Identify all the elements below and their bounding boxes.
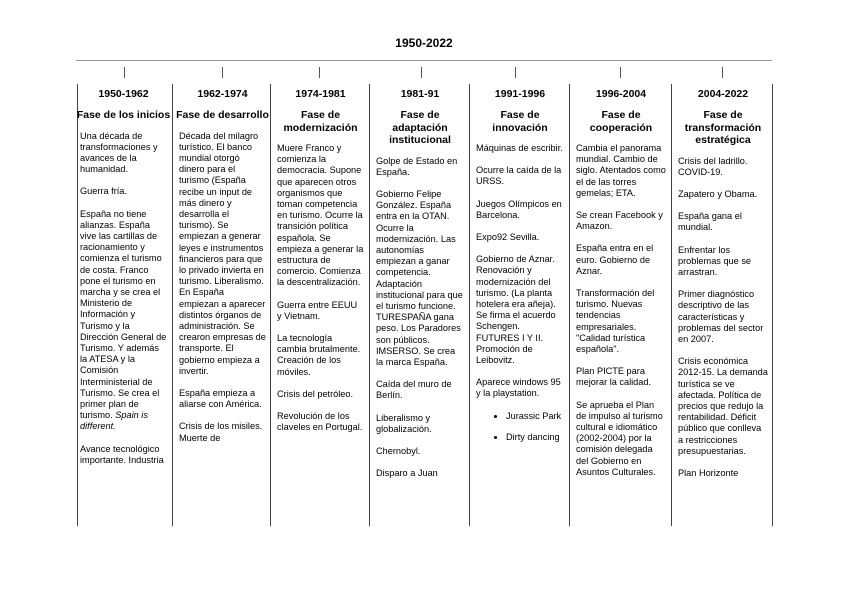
period-label: 1981-91 bbox=[400, 88, 440, 100]
paragraph-text: Caída del muro de Berlín. bbox=[376, 379, 452, 401]
paragraph-text: Aparece windows 95 y la playstation. bbox=[476, 377, 561, 399]
paragraph-text: Golpe de Estado en España. bbox=[376, 155, 458, 177]
period-column bbox=[472, 84, 568, 526]
description-paragraph bbox=[273, 411, 368, 433]
description-paragraph bbox=[76, 209, 171, 433]
description-paragraph bbox=[372, 468, 468, 479]
paragraph-text: España gana el mundial. bbox=[678, 211, 742, 233]
paragraph-text: Crisis de los misiles. Muerte de bbox=[179, 421, 263, 443]
timeline-axis bbox=[76, 60, 772, 61]
paragraph-text: Chernobyl. bbox=[376, 445, 421, 456]
column-divider bbox=[369, 84, 370, 526]
bullet-item: • Dirty dancing bbox=[506, 432, 568, 443]
description-paragraph bbox=[273, 333, 368, 378]
phase-title: Fase de desarrollo bbox=[176, 109, 269, 121]
description-paragraph bbox=[472, 165, 568, 187]
description-paragraph bbox=[372, 189, 468, 368]
description-paragraph bbox=[372, 379, 468, 401]
paragraph-text: Revolución de los claveles en Portugal. bbox=[277, 411, 363, 433]
bullet-list bbox=[472, 411, 568, 443]
timeline-tick bbox=[722, 67, 723, 78]
period-description bbox=[175, 131, 270, 444]
description-paragraph bbox=[674, 245, 772, 279]
paragraph-text: Ocurre la caída de la URSS. bbox=[476, 165, 562, 187]
description-paragraph bbox=[674, 289, 772, 345]
description-paragraph bbox=[572, 210, 670, 232]
description-paragraph bbox=[674, 156, 772, 178]
description-paragraph bbox=[372, 156, 468, 178]
document-title: 1950-2022 bbox=[395, 36, 453, 50]
paragraph-text: Guerra entre EEUU y Vietnam. bbox=[277, 299, 358, 321]
period-label: 1962-1974 bbox=[197, 88, 248, 100]
paragraph-text: Plan PICTE para mejorar la calidad. bbox=[576, 366, 652, 388]
paragraph-text: Zapatero y Obama. bbox=[678, 188, 758, 199]
paragraph-text: Gobierno de Aznar. Renovación y modernización del turismo. (La planta hotelera era añeja). Se firma el acuerdo Schengen. FUTURES I Y II. Promoción de Leibovitz. bbox=[476, 254, 556, 366]
description-paragraph bbox=[472, 143, 568, 154]
period-description bbox=[273, 143, 368, 433]
description-paragraph bbox=[572, 243, 670, 277]
paragraph-text: Máquinas de escribir. bbox=[476, 143, 563, 153]
period-label: 2004-2022 bbox=[697, 88, 749, 100]
paragraph-text: Primer diagnóstico descriptivo de las características y problemas del sector en 2007. bbox=[678, 289, 764, 344]
period-description bbox=[76, 131, 171, 466]
column-divider bbox=[469, 84, 470, 526]
paragraph-text: Juegos Olímpicos en Barcelona. bbox=[476, 198, 562, 220]
paragraph-text: Gobierno Felipe González. España entra en la OTAN. Ocurre la modernización. Las autonomías empiezan a ganar competencia. Adaptación institucional para que el turismo funcione. TURESPAÑA gana peso. Los Paradores son públicos. IMSERSO. Se crea la marca España. bbox=[376, 188, 463, 367]
description-paragraph bbox=[175, 131, 270, 377]
period-column bbox=[674, 84, 772, 526]
paragraph-text: Una década de transformaciones y avances de la humanidad. bbox=[80, 130, 158, 175]
paragraph-text: Crisis del ladrillo. COVID-19. bbox=[678, 155, 748, 177]
period-description bbox=[372, 156, 468, 480]
phase-title: Fase de modernización bbox=[283, 109, 358, 134]
description-paragraph bbox=[572, 366, 670, 388]
period-label: 1991-1996 bbox=[494, 88, 546, 100]
column-divider bbox=[569, 84, 570, 526]
description-paragraph bbox=[472, 232, 568, 243]
paragraph-text: Cambia el panorama mundial. Cambio de siglo. Atentados como el de las torres gemelas; ETA. bbox=[576, 143, 666, 198]
description-paragraph bbox=[674, 211, 772, 233]
paragraph-text: Década del milagro turístico. El banco mundial otorgó dinero para el turismo (España recibe un input de más dinero y desarrolla el turismo). Se empiezan a generar leyes e instrumentos financieros para que lo privado invierta en turismo. Liberalismo. En España empiezan a aparecer distintos órganos de administración. Se crearon empresas de transporte. El gobierno empieza a invertir. bbox=[179, 130, 266, 376]
description-paragraph bbox=[273, 143, 368, 289]
timeline-tick bbox=[124, 67, 125, 78]
period-column bbox=[175, 84, 270, 526]
period-column bbox=[273, 84, 368, 526]
paragraph-text: Avance tecnológico importante. Industria bbox=[80, 443, 164, 465]
description-paragraph bbox=[572, 400, 670, 478]
column-divider bbox=[671, 84, 672, 526]
period-description bbox=[674, 156, 772, 480]
paragraph-text: Se aprueba el Plan de impulso al turismo cultural e idiomático (2002-2004) por la comisión delegada del Gobierno en Asuntos Culturales. bbox=[576, 399, 663, 477]
timeline-tick bbox=[222, 67, 223, 78]
description-paragraph bbox=[76, 131, 171, 176]
period-label: 1996-2004 bbox=[595, 88, 647, 100]
period-column bbox=[572, 84, 670, 526]
description-paragraph bbox=[472, 254, 568, 366]
phase-title: Fase de los inicios bbox=[76, 109, 171, 121]
description-paragraph bbox=[372, 413, 468, 435]
description-paragraph bbox=[175, 388, 270, 410]
paragraph-text: España no tiene alianzas. España vive las cartillas de racionamiento y comienza el turismo de costa. Franco pone el turismo en marcha y se crea el Ministerio de Información y Turismo y la Dirección General de Turismo. Y además la ATESA y la Comisión Interministerial de Turismo. Se crea el primer plan de turismo. bbox=[80, 208, 167, 421]
description-paragraph bbox=[273, 389, 368, 400]
description-paragraph bbox=[372, 446, 468, 457]
period-column bbox=[76, 84, 171, 526]
description-paragraph bbox=[674, 189, 772, 200]
paragraph-text: Disparo a Juan bbox=[376, 468, 438, 479]
phase-title: Fase de innovación bbox=[492, 109, 548, 134]
timeline-tick bbox=[515, 67, 516, 78]
column-divider bbox=[270, 84, 271, 526]
description-paragraph bbox=[76, 444, 171, 466]
description-paragraph bbox=[572, 143, 670, 199]
column-divider bbox=[772, 84, 773, 526]
phase-title: Fase de adaptación institucional bbox=[389, 109, 451, 146]
paragraph-text: Muere Franco y comienza la democracia. Supone que aparecen otros organismos que toman competencia en turismo. Ocurre la transición política española. Se empieza a generar la estructura de comercio. Comienza la descentralización. bbox=[277, 143, 364, 288]
period-label: 1950-1962 bbox=[98, 88, 149, 100]
period-description bbox=[472, 143, 568, 443]
period-column bbox=[372, 84, 468, 526]
paragraph-text: Guerra fría. bbox=[80, 186, 127, 197]
paragraph-text: Crisis del petróleo. bbox=[277, 388, 354, 399]
description-paragraph bbox=[273, 300, 368, 322]
description-paragraph bbox=[472, 199, 568, 221]
paragraph-text: Plan Horizonte bbox=[678, 467, 739, 478]
paragraph-text: Liberalismo y globalización. bbox=[376, 412, 432, 434]
paragraph-text: Expo92 Sevilla. bbox=[476, 232, 540, 243]
description-paragraph bbox=[76, 186, 171, 197]
timeline-tick bbox=[319, 67, 320, 78]
description-paragraph bbox=[472, 377, 568, 399]
description-paragraph bbox=[674, 356, 772, 457]
paragraph-text: Se crean Facebook y Amazon. bbox=[576, 210, 663, 232]
phase-title: Fase de transformación estratégica bbox=[684, 109, 762, 146]
column-divider bbox=[172, 84, 173, 526]
timeline-tick bbox=[620, 67, 621, 78]
phase-title: Fase de cooperación bbox=[589, 109, 653, 134]
slogan-text: Spain is different. bbox=[80, 410, 148, 432]
paragraph-text: Crisis económica 2012-15. La demanda turística se ve afectada. Política de precios que redujo la rentabilidad. Déficit público que conlleva a restricciones presupuestarias. bbox=[678, 356, 768, 456]
paragraph-text: España entra en el euro. Gobierno de Aznar. bbox=[576, 243, 654, 276]
paragraph-text: Enfrentar los problemas que se arrastran. bbox=[678, 244, 752, 277]
timeline-tick bbox=[421, 67, 422, 78]
description-paragraph bbox=[674, 468, 772, 479]
bullet-item: • Jurassic Park bbox=[506, 411, 568, 422]
description-paragraph bbox=[175, 421, 270, 443]
paragraph-text: La tecnología cambia brutalmente. Creación de los móviles. bbox=[277, 333, 361, 377]
description-paragraph bbox=[572, 288, 670, 355]
period-label: 1974-1981 bbox=[295, 88, 346, 100]
paragraph-text: Transformación del turismo. Nuevas tendencias empresariales. "Calidad turística española". bbox=[576, 288, 655, 355]
period-description bbox=[572, 143, 670, 478]
paragraph-text: España empieza a aliarse con América. bbox=[179, 387, 262, 410]
